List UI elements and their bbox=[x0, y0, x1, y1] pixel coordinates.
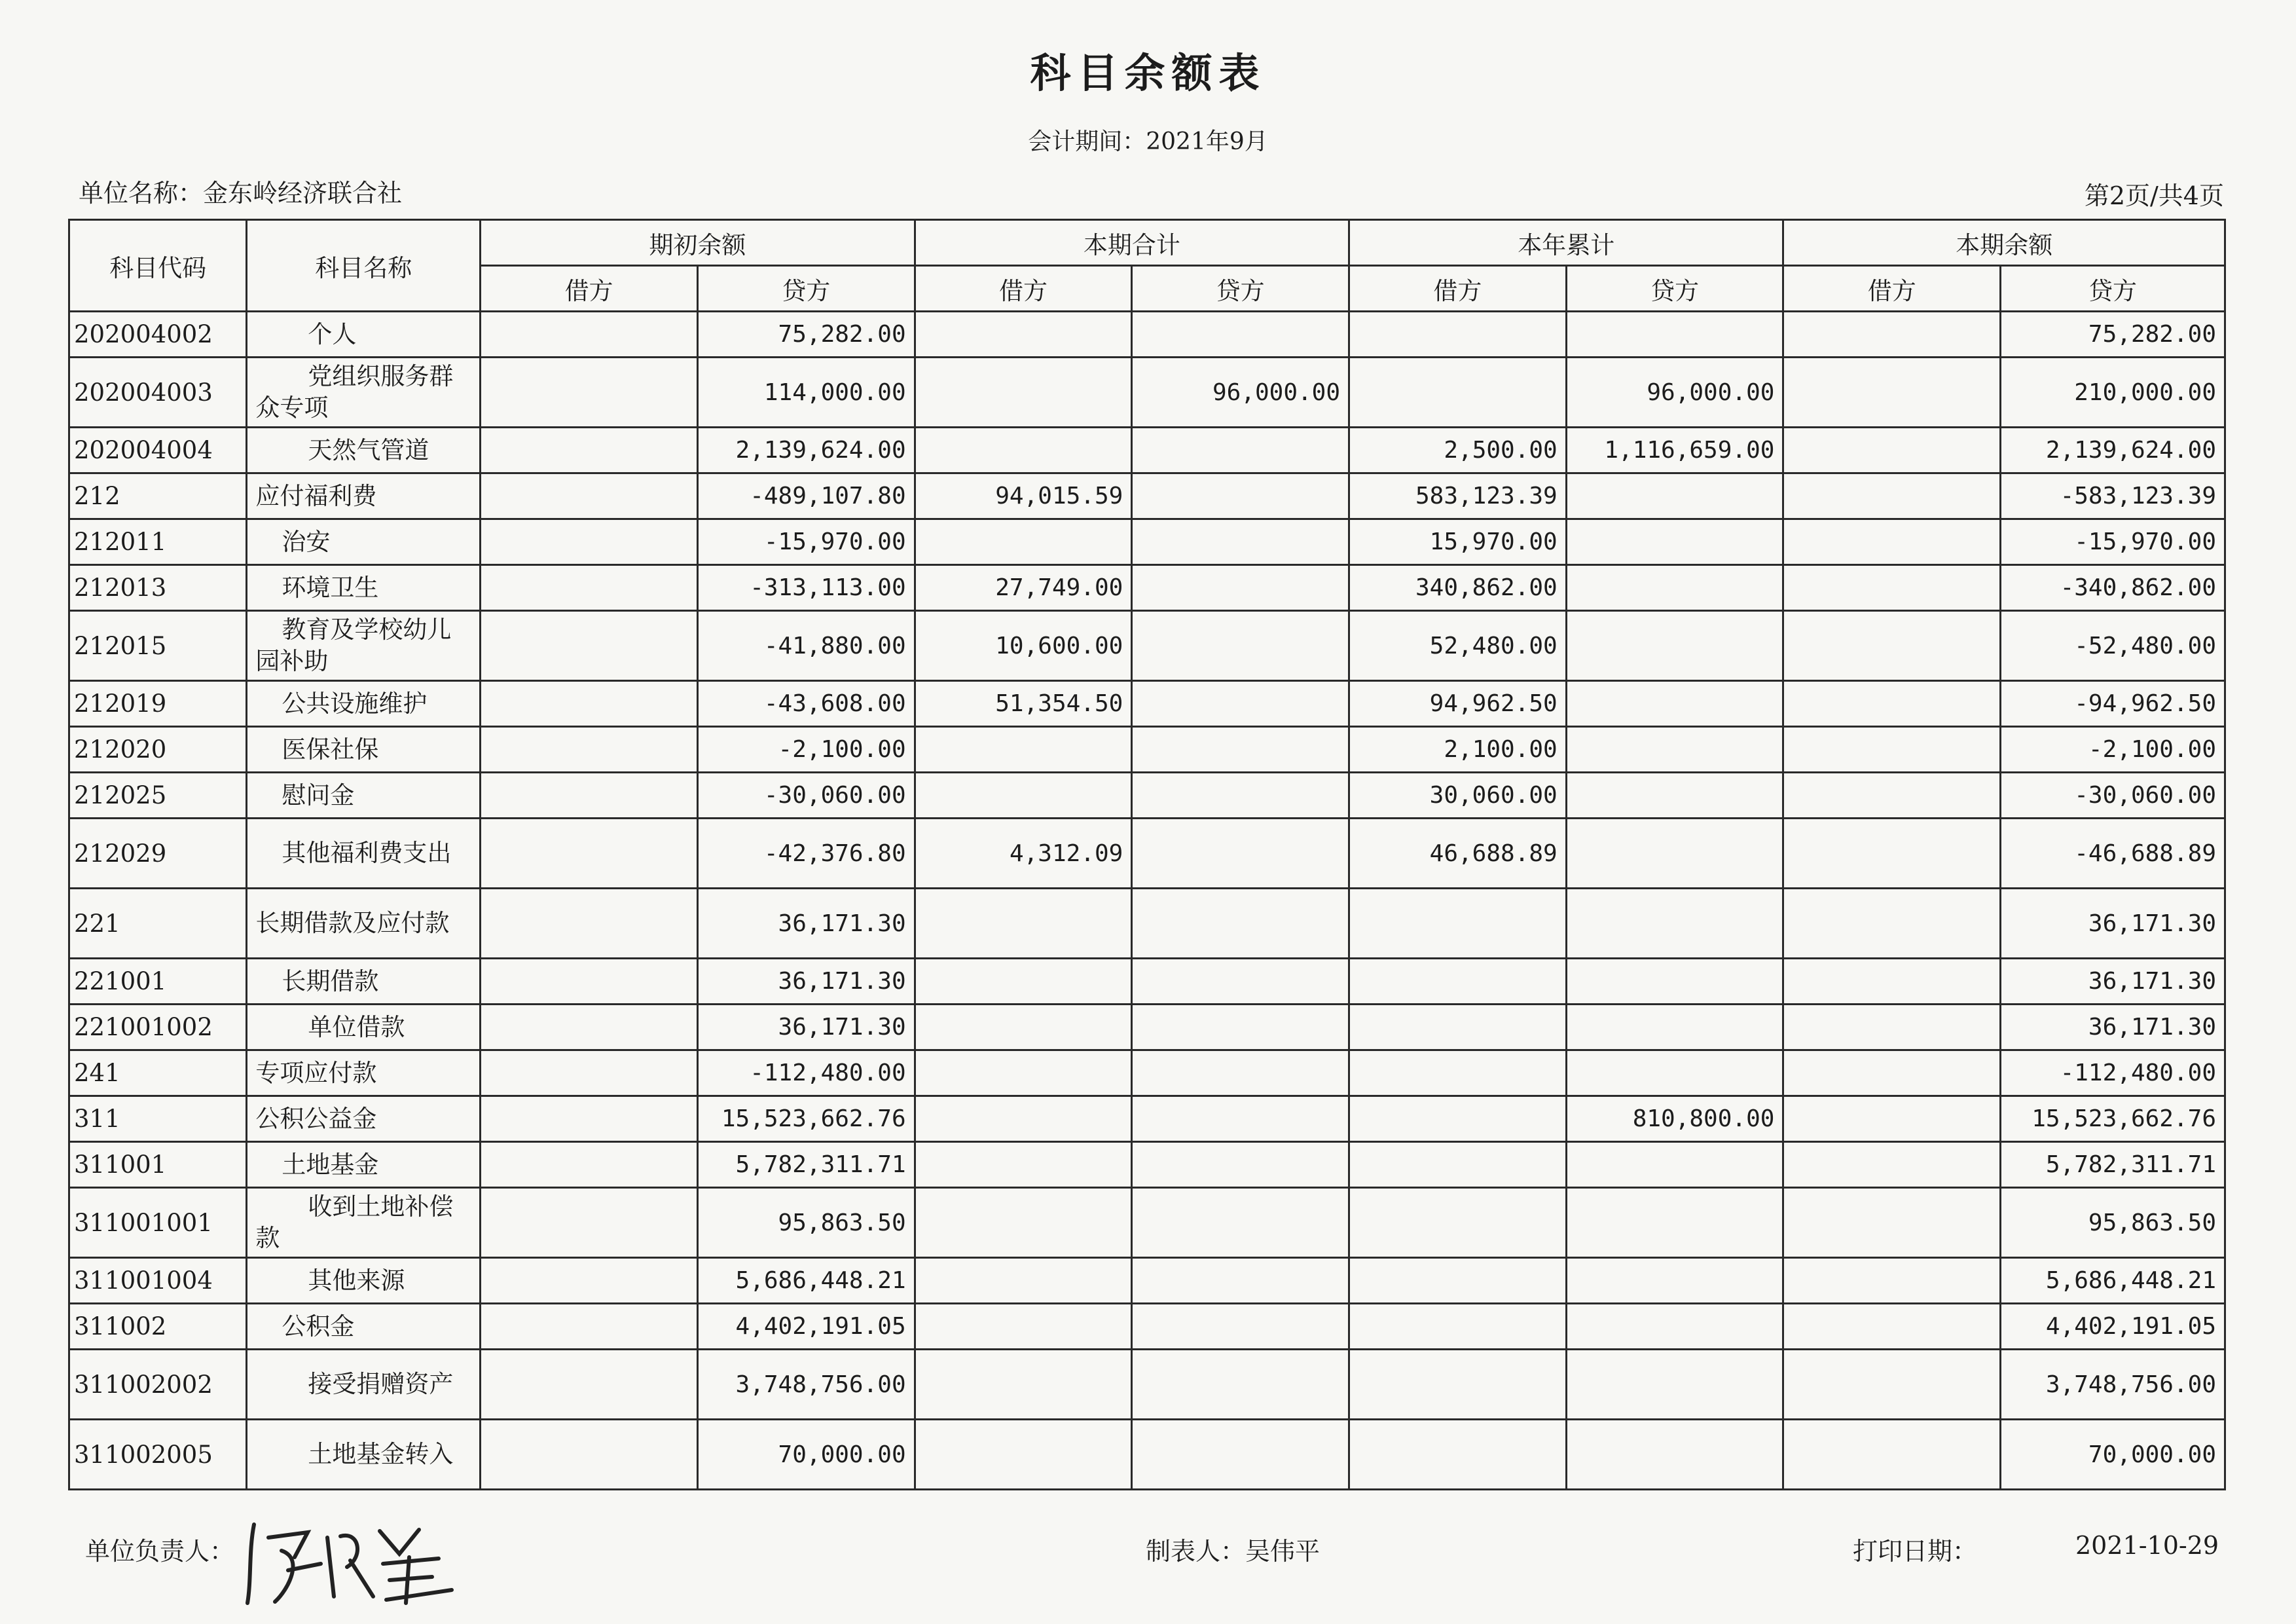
opening-debit-cell bbox=[481, 1096, 698, 1142]
header-opening-balance: 期初余额 bbox=[481, 220, 915, 266]
header-year-total: 本年累计 bbox=[1349, 220, 1783, 266]
opening-debit-cell bbox=[481, 819, 698, 889]
year-debit-cell bbox=[1349, 1304, 1567, 1350]
period-debit-cell bbox=[915, 1350, 1132, 1420]
opening-credit-cell: 36,171.30 bbox=[697, 1005, 915, 1050]
account-name: 土地基金转入 bbox=[247, 1420, 481, 1490]
closing-debit-cell bbox=[1783, 1050, 2001, 1096]
closing-debit-cell bbox=[1783, 473, 2001, 519]
period-credit-cell bbox=[1132, 565, 1349, 611]
closing-debit-cell bbox=[1783, 819, 2001, 889]
year-debit-cell bbox=[1349, 1420, 1567, 1490]
account-code: 311002 bbox=[69, 1304, 247, 1350]
year-debit-cell: 52,480.00 bbox=[1349, 611, 1567, 681]
table-row bbox=[69, 727, 2225, 773]
year-credit-cell bbox=[1566, 681, 1783, 727]
period-credit-cell bbox=[1132, 1050, 1349, 1096]
closing-debit-cell bbox=[1783, 1142, 2001, 1188]
year-credit-cell bbox=[1566, 1005, 1783, 1050]
period-credit-cell bbox=[1132, 611, 1349, 681]
year-debit-cell bbox=[1349, 1350, 1567, 1420]
opening-debit-cell bbox=[481, 1304, 698, 1350]
table-row bbox=[69, 1350, 2225, 1420]
period-credit-cell bbox=[1132, 1420, 1349, 1490]
year-credit-cell bbox=[1566, 565, 1783, 611]
opening-credit-cell: -43,608.00 bbox=[697, 681, 915, 727]
period-credit-cell bbox=[1132, 681, 1349, 727]
account-name: 公积公益金 bbox=[247, 1096, 481, 1142]
account-code: 212019 bbox=[69, 681, 247, 727]
header-code: 科目代码 bbox=[69, 220, 247, 312]
opening-debit-cell bbox=[481, 1188, 698, 1258]
table-row bbox=[69, 1304, 2225, 1350]
header-debit: 借方 bbox=[481, 266, 698, 312]
account-name: 收到土地补偿款 bbox=[247, 1188, 481, 1258]
opening-credit-cell: 2,139,624.00 bbox=[697, 428, 915, 473]
opening-debit-cell bbox=[481, 1142, 698, 1188]
table-row bbox=[69, 773, 2225, 819]
year-debit-cell bbox=[1349, 312, 1567, 358]
accounting-period: 会计期间：2021年9月 bbox=[1028, 128, 1268, 155]
account-code: 311001 bbox=[69, 1142, 247, 1188]
opening-credit-cell: 70,000.00 bbox=[697, 1420, 915, 1490]
header-closing-balance: 本期余额 bbox=[1783, 220, 2225, 266]
period-credit-cell bbox=[1132, 1304, 1349, 1350]
account-name: 医保社保 bbox=[247, 727, 481, 773]
period-credit-cell bbox=[1132, 1350, 1349, 1420]
opening-debit-cell bbox=[481, 473, 698, 519]
table-row bbox=[69, 565, 2225, 611]
year-credit-cell bbox=[1566, 1188, 1783, 1258]
period-debit-cell bbox=[915, 1096, 1132, 1142]
opening-debit-cell bbox=[481, 681, 698, 727]
year-credit-cell bbox=[1566, 727, 1783, 773]
header-row-groups bbox=[69, 220, 2225, 266]
account-name: 个人 bbox=[247, 312, 481, 358]
opening-credit-cell: 75,282.00 bbox=[697, 312, 915, 358]
closing-debit-cell bbox=[1783, 519, 2001, 565]
year-debit-cell bbox=[1349, 1050, 1567, 1096]
closing-debit-cell bbox=[1783, 773, 2001, 819]
account-name: 接受捐赠资产 bbox=[247, 1350, 481, 1420]
opening-credit-cell: -112,480.00 bbox=[697, 1050, 915, 1096]
account-name: 治安 bbox=[247, 519, 481, 565]
account-code: 202004004 bbox=[69, 428, 247, 473]
closing-debit-cell bbox=[1783, 1350, 2001, 1420]
print-date-label: 打印日期： bbox=[1853, 1537, 1978, 1566]
closing-credit-cell: -583,123.39 bbox=[2001, 473, 2225, 519]
closing-debit-cell bbox=[1783, 1005, 2001, 1050]
period-credit-cell bbox=[1132, 1096, 1349, 1142]
opening-debit-cell bbox=[481, 727, 698, 773]
account-name: 公积金 bbox=[247, 1304, 481, 1350]
table-row bbox=[69, 428, 2225, 473]
period-debit-cell: 27,749.00 bbox=[915, 565, 1132, 611]
header-credit: 贷方 bbox=[1132, 266, 1349, 312]
period-debit-cell: 4,312.09 bbox=[915, 819, 1132, 889]
account-code: 241 bbox=[69, 1050, 247, 1096]
account-code: 311001004 bbox=[69, 1258, 247, 1304]
period-debit-cell: 10,600.00 bbox=[915, 611, 1132, 681]
account-name: 其他来源 bbox=[247, 1258, 481, 1304]
period-credit-cell bbox=[1132, 889, 1349, 959]
opening-credit-cell: 36,171.30 bbox=[697, 959, 915, 1005]
year-credit-cell bbox=[1566, 312, 1783, 358]
table-row bbox=[69, 1188, 2225, 1258]
period-debit-cell bbox=[915, 1420, 1132, 1490]
opening-debit-cell bbox=[481, 519, 698, 565]
account-code: 212020 bbox=[69, 727, 247, 773]
opening-credit-cell: -42,376.80 bbox=[697, 819, 915, 889]
period-credit-cell bbox=[1132, 1188, 1349, 1258]
year-credit-cell: 810,800.00 bbox=[1566, 1096, 1783, 1142]
closing-credit-cell: 36,171.30 bbox=[2001, 959, 2225, 1005]
opening-debit-cell bbox=[481, 312, 698, 358]
opening-debit-cell bbox=[481, 1005, 698, 1050]
header-credit: 贷方 bbox=[697, 266, 915, 312]
opening-credit-cell: 95,863.50 bbox=[697, 1188, 915, 1258]
closing-credit-cell: 95,863.50 bbox=[2001, 1188, 2225, 1258]
account-name: 党组织服务群众专项 bbox=[247, 358, 481, 428]
year-credit-cell bbox=[1566, 1420, 1783, 1490]
period-credit-cell bbox=[1132, 1258, 1349, 1304]
year-credit-cell bbox=[1566, 519, 1783, 565]
period-debit-cell bbox=[915, 312, 1132, 358]
closing-debit-cell bbox=[1783, 1188, 2001, 1258]
period-credit-cell bbox=[1132, 428, 1349, 473]
closing-debit-cell bbox=[1783, 358, 2001, 428]
account-name: 应付福利费 bbox=[247, 473, 481, 519]
year-credit-cell: 96,000.00 bbox=[1566, 358, 1783, 428]
opening-credit-cell: 15,523,662.76 bbox=[697, 1096, 915, 1142]
account-name: 慰问金 bbox=[247, 773, 481, 819]
closing-credit-cell: -15,970.00 bbox=[2001, 519, 2225, 565]
header-period-total: 本期合计 bbox=[915, 220, 1349, 266]
print-date: 2021-10-29 bbox=[2075, 1531, 2219, 1560]
table-row bbox=[69, 1050, 2225, 1096]
year-debit-cell bbox=[1349, 1096, 1567, 1142]
year-debit-cell: 2,500.00 bbox=[1349, 428, 1567, 473]
closing-debit-cell bbox=[1783, 681, 2001, 727]
account-name: 环境卫生 bbox=[247, 565, 481, 611]
page-info: 第2页/共4页 bbox=[2084, 181, 2224, 210]
period-debit-cell bbox=[915, 519, 1132, 565]
account-code: 311 bbox=[69, 1096, 247, 1142]
closing-credit-cell: -112,480.00 bbox=[2001, 1050, 2225, 1096]
opening-credit-cell: -313,113.00 bbox=[697, 565, 915, 611]
opening-debit-cell bbox=[481, 358, 698, 428]
table-body bbox=[69, 312, 2225, 1490]
period-debit-cell: 51,354.50 bbox=[915, 681, 1132, 727]
year-debit-cell bbox=[1349, 1005, 1567, 1050]
year-debit-cell bbox=[1349, 1188, 1567, 1258]
period-credit-cell bbox=[1132, 1142, 1349, 1188]
closing-credit-cell: 210,000.00 bbox=[2001, 358, 2225, 428]
closing-credit-cell: -52,480.00 bbox=[2001, 611, 2225, 681]
year-debit-cell bbox=[1349, 889, 1567, 959]
period-debit-cell bbox=[915, 959, 1132, 1005]
year-credit-cell bbox=[1566, 819, 1783, 889]
period-debit-cell bbox=[915, 1142, 1132, 1188]
year-debit-cell bbox=[1349, 1258, 1567, 1304]
closing-debit-cell bbox=[1783, 959, 2001, 1005]
closing-credit-cell: 3,748,756.00 bbox=[2001, 1350, 2225, 1420]
period-credit-cell: 96,000.00 bbox=[1132, 358, 1349, 428]
year-debit-cell bbox=[1349, 1142, 1567, 1188]
maker: 制表人：吴伟平 bbox=[1146, 1537, 1321, 1566]
period-credit-cell bbox=[1132, 519, 1349, 565]
closing-credit-cell: 75,282.00 bbox=[2001, 312, 2225, 358]
period-debit-cell: 94,015.59 bbox=[915, 473, 1132, 519]
account-code: 311002005 bbox=[69, 1420, 247, 1490]
opening-credit-cell: 36,171.30 bbox=[697, 889, 915, 959]
table-row bbox=[69, 519, 2225, 565]
closing-credit-cell: -46,688.89 bbox=[2001, 819, 2225, 889]
account-name: 公共设施维护 bbox=[247, 681, 481, 727]
year-debit-cell: 2,100.00 bbox=[1349, 727, 1567, 773]
year-debit-cell: 583,123.39 bbox=[1349, 473, 1567, 519]
year-debit-cell: 94,962.50 bbox=[1349, 681, 1567, 727]
year-debit-cell bbox=[1349, 358, 1567, 428]
header-debit: 借方 bbox=[1349, 266, 1567, 312]
header-name: 科目名称 bbox=[247, 220, 481, 312]
opening-debit-cell bbox=[481, 565, 698, 611]
year-credit-cell bbox=[1566, 611, 1783, 681]
year-debit-cell: 15,970.00 bbox=[1349, 519, 1567, 565]
account-name: 长期借款 bbox=[247, 959, 481, 1005]
opening-credit-cell: -489,107.80 bbox=[697, 473, 915, 519]
table-row bbox=[69, 681, 2225, 727]
opening-credit-cell: -2,100.00 bbox=[697, 727, 915, 773]
year-credit-cell: 1,116,659.00 bbox=[1566, 428, 1783, 473]
opening-credit-cell: 3,748,756.00 bbox=[697, 1350, 915, 1420]
year-credit-cell bbox=[1566, 959, 1783, 1005]
table-row bbox=[69, 959, 2225, 1005]
closing-debit-cell bbox=[1783, 428, 2001, 473]
opening-debit-cell bbox=[481, 428, 698, 473]
year-credit-cell bbox=[1566, 1142, 1783, 1188]
opening-debit-cell bbox=[481, 1258, 698, 1304]
account-code: 221 bbox=[69, 889, 247, 959]
year-debit-cell bbox=[1349, 959, 1567, 1005]
opening-debit-cell bbox=[481, 889, 698, 959]
period-credit-cell bbox=[1132, 773, 1349, 819]
opening-debit-cell bbox=[481, 1350, 698, 1420]
table-row bbox=[69, 1142, 2225, 1188]
closing-debit-cell bbox=[1783, 1096, 2001, 1142]
closing-debit-cell bbox=[1783, 611, 2001, 681]
opening-debit-cell bbox=[481, 611, 698, 681]
header-credit: 贷方 bbox=[1566, 266, 1783, 312]
account-name: 土地基金 bbox=[247, 1142, 481, 1188]
opening-debit-cell bbox=[481, 1420, 698, 1490]
year-credit-cell bbox=[1566, 473, 1783, 519]
opening-credit-cell: -30,060.00 bbox=[697, 773, 915, 819]
closing-debit-cell bbox=[1783, 565, 2001, 611]
closing-debit-cell bbox=[1783, 1258, 2001, 1304]
closing-debit-cell bbox=[1783, 1420, 2001, 1490]
period-debit-cell bbox=[915, 1304, 1132, 1350]
year-debit-cell: 46,688.89 bbox=[1349, 819, 1567, 889]
header-debit: 借方 bbox=[915, 266, 1132, 312]
closing-credit-cell: -2,100.00 bbox=[2001, 727, 2225, 773]
table-row bbox=[69, 312, 2225, 358]
period-debit-cell bbox=[915, 889, 1132, 959]
year-debit-cell: 340,862.00 bbox=[1349, 565, 1567, 611]
closing-debit-cell bbox=[1783, 1304, 2001, 1350]
table-row bbox=[69, 1096, 2225, 1142]
period-credit-cell bbox=[1132, 312, 1349, 358]
leader-label: 单位负责人： bbox=[85, 1537, 235, 1566]
account-code: 212015 bbox=[69, 611, 247, 681]
opening-debit-cell bbox=[481, 959, 698, 1005]
account-name: 长期借款及应付款 bbox=[247, 889, 481, 959]
account-name: 教育及学校幼儿园补助 bbox=[247, 611, 481, 681]
table-row bbox=[69, 819, 2225, 889]
account-code: 212013 bbox=[69, 565, 247, 611]
period-debit-cell bbox=[915, 428, 1132, 473]
year-credit-cell bbox=[1566, 773, 1783, 819]
account-code: 212025 bbox=[69, 773, 247, 819]
opening-debit-cell bbox=[481, 1050, 698, 1096]
closing-credit-cell: 36,171.30 bbox=[2001, 889, 2225, 959]
period-debit-cell bbox=[915, 1188, 1132, 1258]
opening-credit-cell: 114,000.00 bbox=[697, 358, 915, 428]
period-debit-cell bbox=[915, 727, 1132, 773]
closing-debit-cell bbox=[1783, 727, 2001, 773]
account-code: 202004003 bbox=[69, 358, 247, 428]
closing-credit-cell: 5,782,311.71 bbox=[2001, 1142, 2225, 1188]
period-debit-cell bbox=[915, 358, 1132, 428]
account-name: 单位借款 bbox=[247, 1005, 481, 1050]
header-debit: 借方 bbox=[1783, 266, 2001, 312]
year-credit-cell bbox=[1566, 1050, 1783, 1096]
closing-credit-cell: 36,171.30 bbox=[2001, 1005, 2225, 1050]
period-debit-cell bbox=[915, 1005, 1132, 1050]
year-debit-cell: 30,060.00 bbox=[1349, 773, 1567, 819]
account-code: 311002002 bbox=[69, 1350, 247, 1420]
period-debit-cell bbox=[915, 773, 1132, 819]
account-code: 311001001 bbox=[69, 1188, 247, 1258]
account-code: 212011 bbox=[69, 519, 247, 565]
closing-credit-cell: 70,000.00 bbox=[2001, 1420, 2225, 1490]
table-row bbox=[69, 358, 2225, 428]
table-row bbox=[69, 611, 2225, 681]
closing-credit-cell: 2,139,624.00 bbox=[2001, 428, 2225, 473]
account-code: 212029 bbox=[69, 819, 247, 889]
table-row bbox=[69, 1258, 2225, 1304]
closing-debit-cell bbox=[1783, 889, 2001, 959]
period-credit-cell bbox=[1132, 727, 1349, 773]
closing-credit-cell: 4,402,191.05 bbox=[2001, 1304, 2225, 1350]
closing-credit-cell: 5,686,448.21 bbox=[2001, 1258, 2225, 1304]
opening-credit-cell: -15,970.00 bbox=[697, 519, 915, 565]
table-row bbox=[69, 1420, 2225, 1490]
period-credit-cell bbox=[1132, 473, 1349, 519]
year-credit-cell bbox=[1566, 1304, 1783, 1350]
account-name: 专项应付款 bbox=[247, 1050, 481, 1096]
year-credit-cell bbox=[1566, 1258, 1783, 1304]
year-credit-cell bbox=[1566, 889, 1783, 959]
closing-credit-cell: -340,862.00 bbox=[2001, 565, 2225, 611]
account-code: 221001 bbox=[69, 959, 247, 1005]
period-debit-cell bbox=[915, 1050, 1132, 1096]
opening-credit-cell: 4,402,191.05 bbox=[697, 1304, 915, 1350]
account-name: 其他福利费支出 bbox=[247, 819, 481, 889]
opening-debit-cell bbox=[481, 773, 698, 819]
closing-debit-cell bbox=[1783, 312, 2001, 358]
signature bbox=[242, 1518, 465, 1610]
period-credit-cell bbox=[1132, 959, 1349, 1005]
period-credit-cell bbox=[1132, 1005, 1349, 1050]
period-debit-cell bbox=[915, 1258, 1132, 1304]
table-row bbox=[69, 889, 2225, 959]
account-code: 221001002 bbox=[69, 1005, 247, 1050]
balance-table bbox=[68, 219, 2226, 1490]
account-code: 202004002 bbox=[69, 312, 247, 358]
account-code: 212 bbox=[69, 473, 247, 519]
opening-credit-cell: 5,782,311.71 bbox=[697, 1142, 915, 1188]
closing-credit-cell: 15,523,662.76 bbox=[2001, 1096, 2225, 1142]
unit-name: 单位名称：金东岭经济联合社 bbox=[79, 179, 403, 208]
closing-credit-cell: -30,060.00 bbox=[2001, 773, 2225, 819]
year-credit-cell bbox=[1566, 1350, 1783, 1420]
opening-credit-cell: -41,880.00 bbox=[697, 611, 915, 681]
table-row bbox=[69, 1005, 2225, 1050]
table-row bbox=[69, 473, 2225, 519]
account-name: 天然气管道 bbox=[247, 428, 481, 473]
closing-credit-cell: -94,962.50 bbox=[2001, 681, 2225, 727]
report-title: 科目余额表 bbox=[1030, 49, 1266, 97]
header-credit: 贷方 bbox=[2001, 266, 2225, 312]
opening-credit-cell: 5,686,448.21 bbox=[697, 1258, 915, 1304]
period-credit-cell bbox=[1132, 819, 1349, 889]
